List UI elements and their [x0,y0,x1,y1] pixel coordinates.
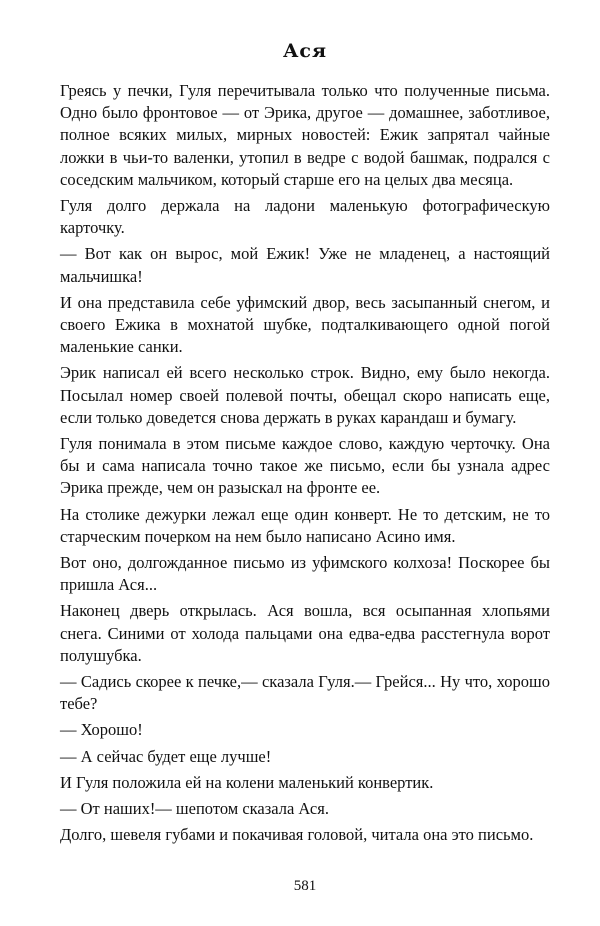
paragraph: На столике дежурки лежал еще один конверт. Не то детским, не то старческим почерком на нем было написано Асино имя. [60,504,550,546]
paragraph: Наконец дверь открылась. Ася вошла, вся осыпанная хлопьями снега. Синими от холода пальцами она едва-едва расстегнула ворот полушубка. [60,601,550,665]
paragraph: И Гуля положила ей на колени маленький конвертик. [60,772,434,792]
body-text [60,80,550,847]
paragraph: — Хорошо! [60,720,143,740]
paragraph: — Садись скорее к печке,— сказала Гуля.— Грейся... Ну что, хорошо тебе? [60,672,550,714]
paragraph: — А сейчас будет еще лучше! [60,746,272,766]
paragraph: Греясь у печки, Гуля перечитывала только что полученные письма. Одно было фронтовое — от Эрика, другое — домашнее, заботливое, полное всяких милых, мирных новостей: Ежик запрятал чайные ложки в чьи-то валенки, утопил в ведре с водой башмак, подрался с соседским мальчиком, который старше его на целых два месяца. [60,81,550,189]
page-number: 581 [293,878,317,894]
chapter-title: Ася [282,40,328,62]
book-page [60,40,550,900]
paragraph: — От наших!— шепотом сказала Ася. [60,799,329,819]
paragraph: Гуля долго держала на ладони маленькую фотографическую карточку. [60,196,550,238]
paragraph: Гуля понимала в этом письме каждое слово, каждую черточку. Она бы и сама написала точно такое же письмо, если бы узнала адрес Эрика прежде, чем он разыскал на фронте ее. [60,434,550,498]
paragraph: Эрик написал ей всего несколько строк. Видно, ему было некогда. Посылал номер своей полевой почты, обещал скоро написать еще, если только доведется снова держать в руках карандаш и бумагу. [60,363,550,427]
paragraph: И она представила себе уфимский двор, весь засыпанный снегом, и своего Ежика в мохнатой шубке, подталкивающего одной погой маленькие санки. [60,292,550,357]
paragraph: Вот оно, долгожданное письмо из уфимского колхоза! Поскорее бы пришла Ася... [60,553,550,595]
paragraph: Долго, шевеля губами и покачивая головой, читала она это письмо. [60,825,534,845]
paragraph: — Вот как он вырос, мой Ежик! Уже не младенец, а настоящий мальчишка! [60,244,550,286]
